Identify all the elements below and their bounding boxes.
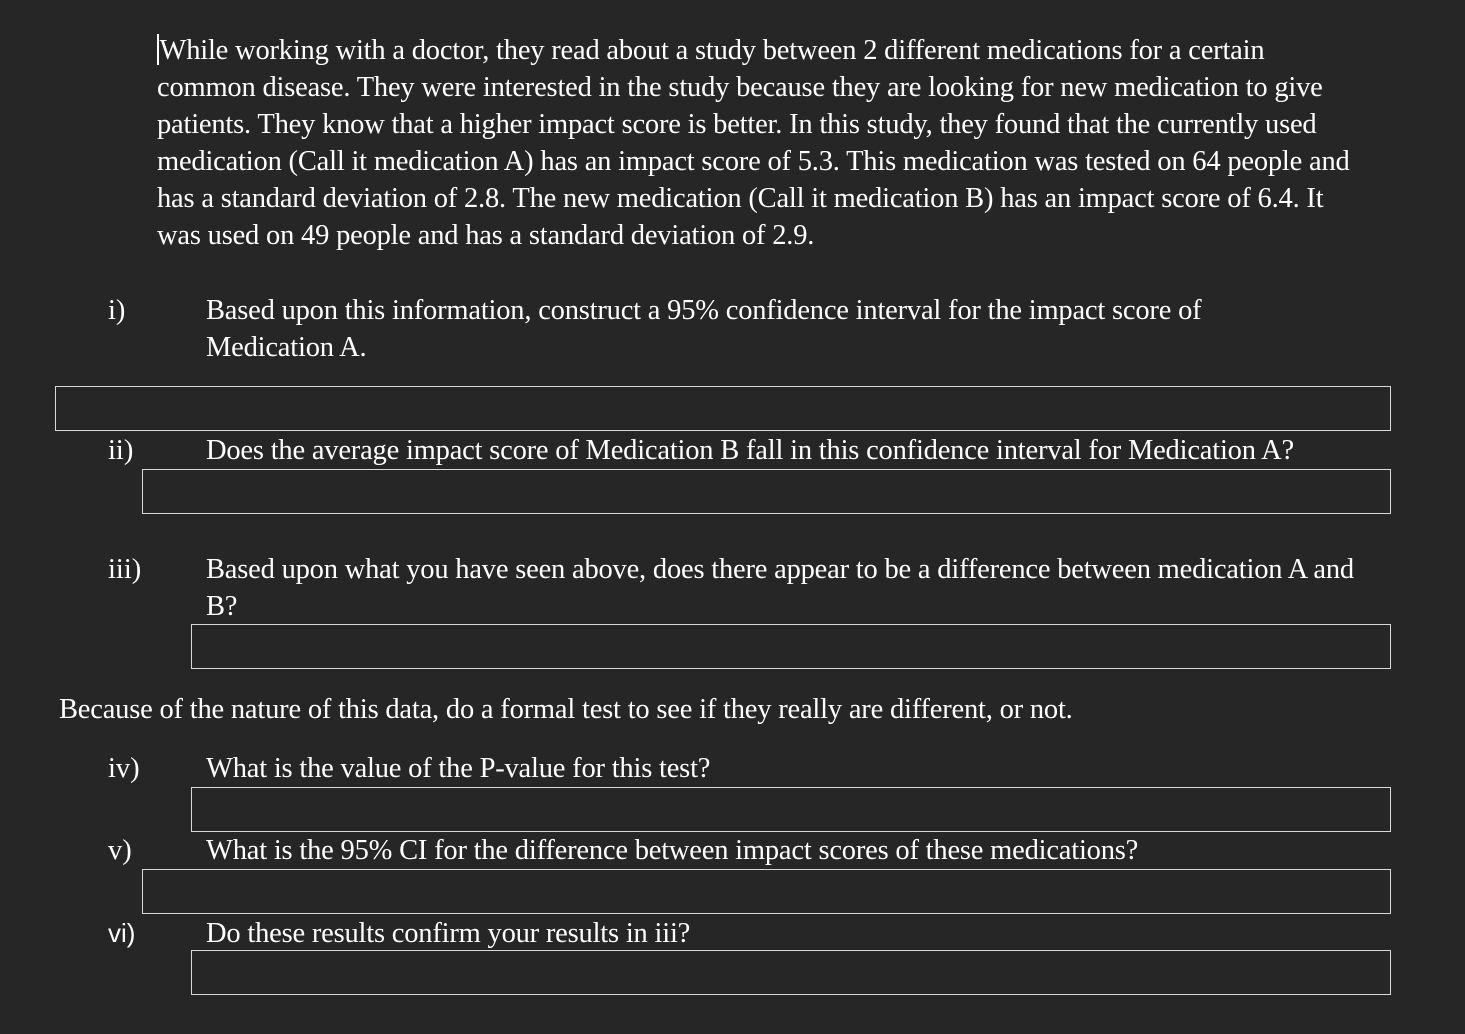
question-number-vi: vi) (108, 918, 136, 948)
question-text-i: Based upon this information, construct a 95% confidence interval for the impact score of Medication A. (206, 295, 1202, 363)
question-text-vi: Do these results confirm your results in iii? (206, 918, 691, 949)
answer-box-ii[interactable] (142, 469, 1391, 514)
question-number-iv: iv) (108, 753, 140, 784)
question-number-iii: iii) (108, 554, 142, 585)
text-cursor (157, 34, 159, 65)
answer-box-vi[interactable] (191, 950, 1391, 995)
question-number-v: v) (108, 835, 132, 866)
question-text-v: What is the 95% CI for the difference between impact scores of these medications? (206, 835, 1139, 866)
answer-box-iv[interactable] (191, 787, 1391, 832)
question-number-ii: ii) (108, 435, 134, 466)
answer-box-iii[interactable] (191, 624, 1391, 669)
formal-test-note: Because of the nature of this data, do a formal test to see if they really are different, or not. (59, 694, 1073, 725)
intro-paragraph (157, 32, 1357, 254)
question-text-iii: Based upon what you have seen above, does there appear to be a difference between medication A and B? (206, 554, 1354, 622)
answer-box-v[interactable] (142, 869, 1391, 914)
question-text-ii: Does the average impact score of Medication B fall in this confidence interval for Medication A? (206, 435, 1294, 466)
answer-box-i[interactable] (55, 386, 1391, 431)
intro-text: While working with a doctor, they read about a study between 2 different medications for a certain common disease. They were interested in the study because they are looking for new medication to give patients. They know that a higher impact score is better. In this study, they found that the currently used medication (Call it medication A) has an impact score of 5.3. This medication was tested on 64 people and has a standard deviation of 2.8. The new medication (Call it medication B) has an impact score of 6.4. It was used on 49 people and has a standard deviation of 2.9. (157, 35, 1350, 251)
question-text-iv: What is the value of the P-value for this test? (206, 753, 711, 784)
question-number-i: i) (108, 295, 126, 326)
